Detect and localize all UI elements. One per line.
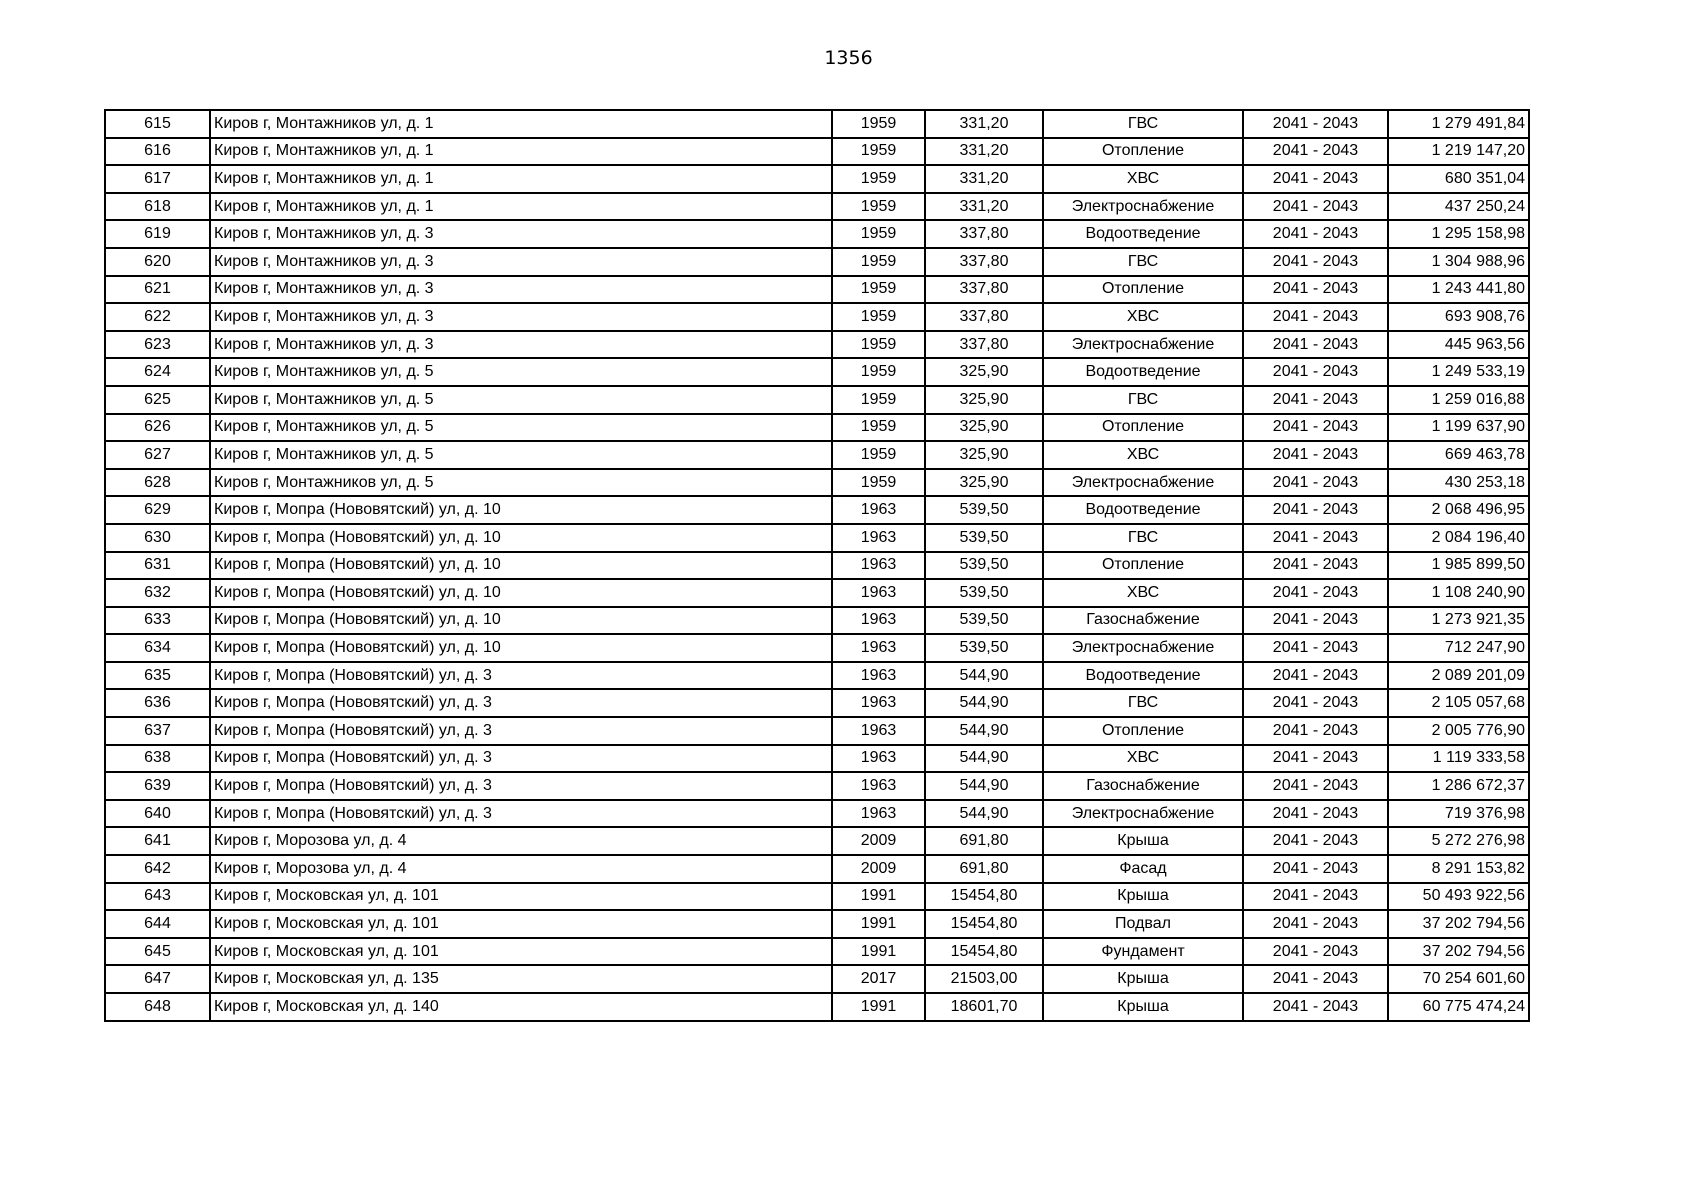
area-cell: 325,90 <box>925 358 1043 386</box>
row-number-cell: 633 <box>105 607 210 635</box>
period-cell: 2041 - 2043 <box>1243 386 1388 414</box>
area-cell: 337,80 <box>925 276 1043 304</box>
period-cell: 2041 - 2043 <box>1243 717 1388 745</box>
year-cell: 1963 <box>832 689 925 717</box>
area-cell: 331,20 <box>925 110 1043 138</box>
work-type-cell: Электроснабжение <box>1043 800 1243 828</box>
period-cell: 2041 - 2043 <box>1243 772 1388 800</box>
work-type-cell: Электроснабжение <box>1043 193 1243 221</box>
area-cell: 544,90 <box>925 717 1043 745</box>
area-cell: 21503,00 <box>925 965 1043 993</box>
row-number-cell: 634 <box>105 634 210 662</box>
area-cell: 544,90 <box>925 745 1043 773</box>
work-type-cell: Газоснабжение <box>1043 607 1243 635</box>
address-cell: Киров г, Монтажников ул, д. 1 <box>210 165 832 193</box>
period-cell: 2041 - 2043 <box>1243 662 1388 690</box>
row-number-cell: 645 <box>105 938 210 966</box>
period-cell: 2041 - 2043 <box>1243 800 1388 828</box>
table-row <box>105 110 1529 138</box>
table-row <box>105 910 1529 938</box>
address-cell: Киров г, Монтажников ул, д. 3 <box>210 331 832 359</box>
year-cell: 1959 <box>832 110 925 138</box>
cost-cell: 37 202 794,56 <box>1388 910 1529 938</box>
year-cell: 1959 <box>832 386 925 414</box>
year-cell: 2017 <box>832 965 925 993</box>
area-cell: 331,20 <box>925 193 1043 221</box>
period-cell: 2041 - 2043 <box>1243 607 1388 635</box>
work-type-cell: Электроснабжение <box>1043 469 1243 497</box>
area-cell: 539,50 <box>925 607 1043 635</box>
row-number-cell: 648 <box>105 993 210 1021</box>
cost-cell: 60 775 474,24 <box>1388 993 1529 1021</box>
registry-table <box>104 109 1530 1022</box>
year-cell: 1959 <box>832 220 925 248</box>
address-cell: Киров г, Монтажников ул, д. 1 <box>210 193 832 221</box>
row-number-cell: 644 <box>105 910 210 938</box>
year-cell: 1991 <box>832 883 925 911</box>
work-type-cell: Фасад <box>1043 855 1243 883</box>
row-number-cell: 616 <box>105 138 210 166</box>
work-type-cell: Крыша <box>1043 965 1243 993</box>
area-cell: 691,80 <box>925 855 1043 883</box>
row-number-cell: 627 <box>105 441 210 469</box>
row-number-cell: 615 <box>105 110 210 138</box>
address-cell: Киров г, Монтажников ул, д. 5 <box>210 469 832 497</box>
year-cell: 1963 <box>832 552 925 580</box>
row-number-cell: 629 <box>105 496 210 524</box>
row-number-cell: 630 <box>105 524 210 552</box>
year-cell: 1959 <box>832 165 925 193</box>
year-cell: 1959 <box>832 414 925 442</box>
row-number-cell: 617 <box>105 165 210 193</box>
period-cell: 2041 - 2043 <box>1243 855 1388 883</box>
table-row <box>105 579 1529 607</box>
area-cell: 337,80 <box>925 220 1043 248</box>
year-cell: 1963 <box>832 717 925 745</box>
address-cell: Киров г, Мопра (Нововятский) ул, д. 3 <box>210 800 832 828</box>
table-row <box>105 662 1529 690</box>
period-cell: 2041 - 2043 <box>1243 579 1388 607</box>
area-cell: 331,20 <box>925 138 1043 166</box>
cost-cell: 1 985 899,50 <box>1388 552 1529 580</box>
work-type-cell: ГВС <box>1043 110 1243 138</box>
table-row <box>105 855 1529 883</box>
table-row <box>105 993 1529 1021</box>
area-cell: 544,90 <box>925 772 1043 800</box>
address-cell: Киров г, Мопра (Нововятский) ул, д. 3 <box>210 689 832 717</box>
work-type-cell: ГВС <box>1043 689 1243 717</box>
work-type-cell: Отопление <box>1043 138 1243 166</box>
period-cell: 2041 - 2043 <box>1243 689 1388 717</box>
work-type-cell: Электроснабжение <box>1043 634 1243 662</box>
cost-cell: 1 108 240,90 <box>1388 579 1529 607</box>
cost-cell: 1 279 491,84 <box>1388 110 1529 138</box>
cost-cell: 2 084 196,40 <box>1388 524 1529 552</box>
area-cell: 539,50 <box>925 496 1043 524</box>
row-number-cell: 636 <box>105 689 210 717</box>
address-cell: Киров г, Мопра (Нововятский) ул, д. 3 <box>210 662 832 690</box>
work-type-cell: ХВС <box>1043 441 1243 469</box>
address-cell: Киров г, Мопра (Нововятский) ул, д. 10 <box>210 552 832 580</box>
cost-cell: 1 273 921,35 <box>1388 607 1529 635</box>
cost-cell: 680 351,04 <box>1388 165 1529 193</box>
row-number-cell: 635 <box>105 662 210 690</box>
address-cell: Киров г, Московская ул, д. 140 <box>210 993 832 1021</box>
period-cell: 2041 - 2043 <box>1243 110 1388 138</box>
year-cell: 1991 <box>832 910 925 938</box>
cost-cell: 1 243 441,80 <box>1388 276 1529 304</box>
table-row <box>105 441 1529 469</box>
cost-cell: 1 286 672,37 <box>1388 772 1529 800</box>
cost-cell: 2 089 201,09 <box>1388 662 1529 690</box>
period-cell: 2041 - 2043 <box>1243 883 1388 911</box>
work-type-cell: ГВС <box>1043 386 1243 414</box>
row-number-cell: 638 <box>105 745 210 773</box>
row-number-cell: 641 <box>105 827 210 855</box>
work-type-cell: Отопление <box>1043 552 1243 580</box>
work-type-cell: Газоснабжение <box>1043 772 1243 800</box>
period-cell: 2041 - 2043 <box>1243 634 1388 662</box>
table-row <box>105 414 1529 442</box>
row-number-cell: 631 <box>105 552 210 580</box>
address-cell: Киров г, Монтажников ул, д. 1 <box>210 138 832 166</box>
year-cell: 1959 <box>832 138 925 166</box>
cost-cell: 1 295 158,98 <box>1388 220 1529 248</box>
cost-cell: 693 908,76 <box>1388 303 1529 331</box>
cost-cell: 1 219 147,20 <box>1388 138 1529 166</box>
row-number-cell: 619 <box>105 220 210 248</box>
table-row <box>105 717 1529 745</box>
address-cell: Киров г, Мопра (Нововятский) ул, д. 10 <box>210 524 832 552</box>
table-row <box>105 607 1529 635</box>
address-cell: Киров г, Монтажников ул, д. 3 <box>210 220 832 248</box>
cost-cell: 37 202 794,56 <box>1388 938 1529 966</box>
row-number-cell: 647 <box>105 965 210 993</box>
year-cell: 1963 <box>832 496 925 524</box>
row-number-cell: 642 <box>105 855 210 883</box>
page-number: 1356 <box>824 47 873 69</box>
address-cell: Киров г, Монтажников ул, д. 1 <box>210 110 832 138</box>
area-cell: 325,90 <box>925 441 1043 469</box>
cost-cell: 50 493 922,56 <box>1388 883 1529 911</box>
table-row <box>105 745 1529 773</box>
address-cell: Киров г, Московская ул, д. 135 <box>210 965 832 993</box>
year-cell: 2009 <box>832 827 925 855</box>
row-number-cell: 623 <box>105 331 210 359</box>
period-cell: 2041 - 2043 <box>1243 220 1388 248</box>
table-row <box>105 358 1529 386</box>
table-row <box>105 827 1529 855</box>
row-number-cell: 624 <box>105 358 210 386</box>
work-type-cell: Крыша <box>1043 993 1243 1021</box>
row-number-cell: 620 <box>105 248 210 276</box>
address-cell: Киров г, Монтажников ул, д. 5 <box>210 386 832 414</box>
year-cell: 1959 <box>832 331 925 359</box>
work-type-cell: Отопление <box>1043 717 1243 745</box>
year-cell: 1963 <box>832 662 925 690</box>
area-cell: 331,20 <box>925 165 1043 193</box>
cost-cell: 1 199 637,90 <box>1388 414 1529 442</box>
cost-cell: 8 291 153,82 <box>1388 855 1529 883</box>
address-cell: Киров г, Мопра (Нововятский) ул, д. 3 <box>210 745 832 773</box>
address-cell: Киров г, Мопра (Нововятский) ул, д. 10 <box>210 579 832 607</box>
period-cell: 2041 - 2043 <box>1243 193 1388 221</box>
year-cell: 1991 <box>832 993 925 1021</box>
year-cell: 1963 <box>832 524 925 552</box>
table-row <box>105 524 1529 552</box>
table-row <box>105 303 1529 331</box>
row-number-cell: 632 <box>105 579 210 607</box>
year-cell: 1963 <box>832 579 925 607</box>
row-number-cell: 621 <box>105 276 210 304</box>
year-cell: 1959 <box>832 248 925 276</box>
table-row <box>105 496 1529 524</box>
table-row <box>105 138 1529 166</box>
year-cell: 1959 <box>832 193 925 221</box>
cost-cell: 669 463,78 <box>1388 441 1529 469</box>
cost-cell: 1 119 333,58 <box>1388 745 1529 773</box>
area-cell: 544,90 <box>925 800 1043 828</box>
period-cell: 2041 - 2043 <box>1243 303 1388 331</box>
period-cell: 2041 - 2043 <box>1243 331 1388 359</box>
work-type-cell: ГВС <box>1043 524 1243 552</box>
row-number-cell: 622 <box>105 303 210 331</box>
cost-cell: 2 105 057,68 <box>1388 689 1529 717</box>
period-cell: 2041 - 2043 <box>1243 276 1388 304</box>
year-cell: 1959 <box>832 276 925 304</box>
work-type-cell: Электроснабжение <box>1043 331 1243 359</box>
period-cell: 2041 - 2043 <box>1243 496 1388 524</box>
year-cell: 1963 <box>832 607 925 635</box>
work-type-cell: Водоотведение <box>1043 662 1243 690</box>
area-cell: 539,50 <box>925 579 1043 607</box>
cost-cell: 719 376,98 <box>1388 800 1529 828</box>
year-cell: 1963 <box>832 745 925 773</box>
work-type-cell: Отопление <box>1043 414 1243 442</box>
work-type-cell: Отопление <box>1043 276 1243 304</box>
table-body <box>105 110 1529 1021</box>
address-cell: Киров г, Мопра (Нововятский) ул, д. 10 <box>210 496 832 524</box>
cost-cell: 437 250,24 <box>1388 193 1529 221</box>
area-cell: 325,90 <box>925 386 1043 414</box>
area-cell: 539,50 <box>925 552 1043 580</box>
year-cell: 1959 <box>832 441 925 469</box>
period-cell: 2041 - 2043 <box>1243 469 1388 497</box>
work-type-cell: Крыша <box>1043 827 1243 855</box>
area-cell: 539,50 <box>925 634 1043 662</box>
address-cell: Киров г, Мопра (Нововятский) ул, д. 3 <box>210 772 832 800</box>
table-row <box>105 634 1529 662</box>
work-type-cell: Водоотведение <box>1043 220 1243 248</box>
cost-cell: 1 304 988,96 <box>1388 248 1529 276</box>
row-number-cell: 618 <box>105 193 210 221</box>
period-cell: 2041 - 2043 <box>1243 524 1388 552</box>
table-row <box>105 772 1529 800</box>
period-cell: 2041 - 2043 <box>1243 441 1388 469</box>
address-cell: Киров г, Московская ул, д. 101 <box>210 910 832 938</box>
period-cell: 2041 - 2043 <box>1243 827 1388 855</box>
work-type-cell: Крыша <box>1043 883 1243 911</box>
address-cell: Киров г, Мопра (Нововятский) ул, д. 3 <box>210 717 832 745</box>
area-cell: 539,50 <box>925 524 1043 552</box>
table-row <box>105 469 1529 497</box>
cost-cell: 2 068 496,95 <box>1388 496 1529 524</box>
cost-cell: 5 272 276,98 <box>1388 827 1529 855</box>
table-row <box>105 689 1529 717</box>
area-cell: 15454,80 <box>925 938 1043 966</box>
area-cell: 15454,80 <box>925 883 1043 911</box>
address-cell: Киров г, Монтажников ул, д. 5 <box>210 441 832 469</box>
table-row <box>105 552 1529 580</box>
period-cell: 2041 - 2043 <box>1243 138 1388 166</box>
period-cell: 2041 - 2043 <box>1243 993 1388 1021</box>
area-cell: 544,90 <box>925 662 1043 690</box>
row-number-cell: 643 <box>105 883 210 911</box>
address-cell: Киров г, Московская ул, д. 101 <box>210 883 832 911</box>
row-number-cell: 640 <box>105 800 210 828</box>
address-cell: Киров г, Монтажников ул, д. 5 <box>210 358 832 386</box>
work-type-cell: Водоотведение <box>1043 496 1243 524</box>
table-row <box>105 193 1529 221</box>
table-row <box>105 220 1529 248</box>
address-cell: Киров г, Мопра (Нововятский) ул, д. 10 <box>210 607 832 635</box>
work-type-cell: ХВС <box>1043 303 1243 331</box>
table-row <box>105 965 1529 993</box>
period-cell: 2041 - 2043 <box>1243 552 1388 580</box>
year-cell: 1959 <box>832 303 925 331</box>
year-cell: 1963 <box>832 772 925 800</box>
year-cell: 1959 <box>832 358 925 386</box>
year-cell: 1991 <box>832 938 925 966</box>
work-type-cell: ГВС <box>1043 248 1243 276</box>
cost-cell: 70 254 601,60 <box>1388 965 1529 993</box>
period-cell: 2041 - 2043 <box>1243 938 1388 966</box>
work-type-cell: Фундамент <box>1043 938 1243 966</box>
table-row <box>105 165 1529 193</box>
year-cell: 2009 <box>832 855 925 883</box>
year-cell: 1963 <box>832 634 925 662</box>
work-type-cell: Подвал <box>1043 910 1243 938</box>
row-number-cell: 626 <box>105 414 210 442</box>
area-cell: 18601,70 <box>925 993 1043 1021</box>
cost-cell: 430 253,18 <box>1388 469 1529 497</box>
work-type-cell: ХВС <box>1043 745 1243 773</box>
table-row <box>105 800 1529 828</box>
period-cell: 2041 - 2043 <box>1243 358 1388 386</box>
table-row <box>105 276 1529 304</box>
work-type-cell: ХВС <box>1043 579 1243 607</box>
table-row <box>105 331 1529 359</box>
period-cell: 2041 - 2043 <box>1243 165 1388 193</box>
address-cell: Киров г, Мопра (Нововятский) ул, д. 10 <box>210 634 832 662</box>
table-row <box>105 883 1529 911</box>
address-cell: Киров г, Монтажников ул, д. 3 <box>210 248 832 276</box>
address-cell: Киров г, Морозова ул, д. 4 <box>210 855 832 883</box>
period-cell: 2041 - 2043 <box>1243 910 1388 938</box>
year-cell: 1959 <box>832 469 925 497</box>
row-number-cell: 639 <box>105 772 210 800</box>
cost-cell: 2 005 776,90 <box>1388 717 1529 745</box>
area-cell: 15454,80 <box>925 910 1043 938</box>
table-row <box>105 386 1529 414</box>
year-cell: 1963 <box>832 800 925 828</box>
area-cell: 691,80 <box>925 827 1043 855</box>
address-cell: Киров г, Московская ул, д. 101 <box>210 938 832 966</box>
cost-cell: 1 249 533,19 <box>1388 358 1529 386</box>
area-cell: 325,90 <box>925 469 1043 497</box>
period-cell: 2041 - 2043 <box>1243 414 1388 442</box>
row-number-cell: 637 <box>105 717 210 745</box>
area-cell: 337,80 <box>925 331 1043 359</box>
area-cell: 337,80 <box>925 248 1043 276</box>
area-cell: 325,90 <box>925 414 1043 442</box>
cost-cell: 445 963,56 <box>1388 331 1529 359</box>
period-cell: 2041 - 2043 <box>1243 745 1388 773</box>
work-type-cell: Водоотведение <box>1043 358 1243 386</box>
cost-cell: 712 247,90 <box>1388 634 1529 662</box>
area-cell: 337,80 <box>925 303 1043 331</box>
address-cell: Киров г, Морозова ул, д. 4 <box>210 827 832 855</box>
address-cell: Киров г, Монтажников ул, д. 3 <box>210 276 832 304</box>
period-cell: 2041 - 2043 <box>1243 965 1388 993</box>
table-row <box>105 248 1529 276</box>
address-cell: Киров г, Монтажников ул, д. 3 <box>210 303 832 331</box>
work-type-cell: ХВС <box>1043 165 1243 193</box>
row-number-cell: 625 <box>105 386 210 414</box>
address-cell: Киров г, Монтажников ул, д. 5 <box>210 414 832 442</box>
cost-cell: 1 259 016,88 <box>1388 386 1529 414</box>
period-cell: 2041 - 2043 <box>1243 248 1388 276</box>
row-number-cell: 628 <box>105 469 210 497</box>
table-row <box>105 938 1529 966</box>
area-cell: 544,90 <box>925 689 1043 717</box>
